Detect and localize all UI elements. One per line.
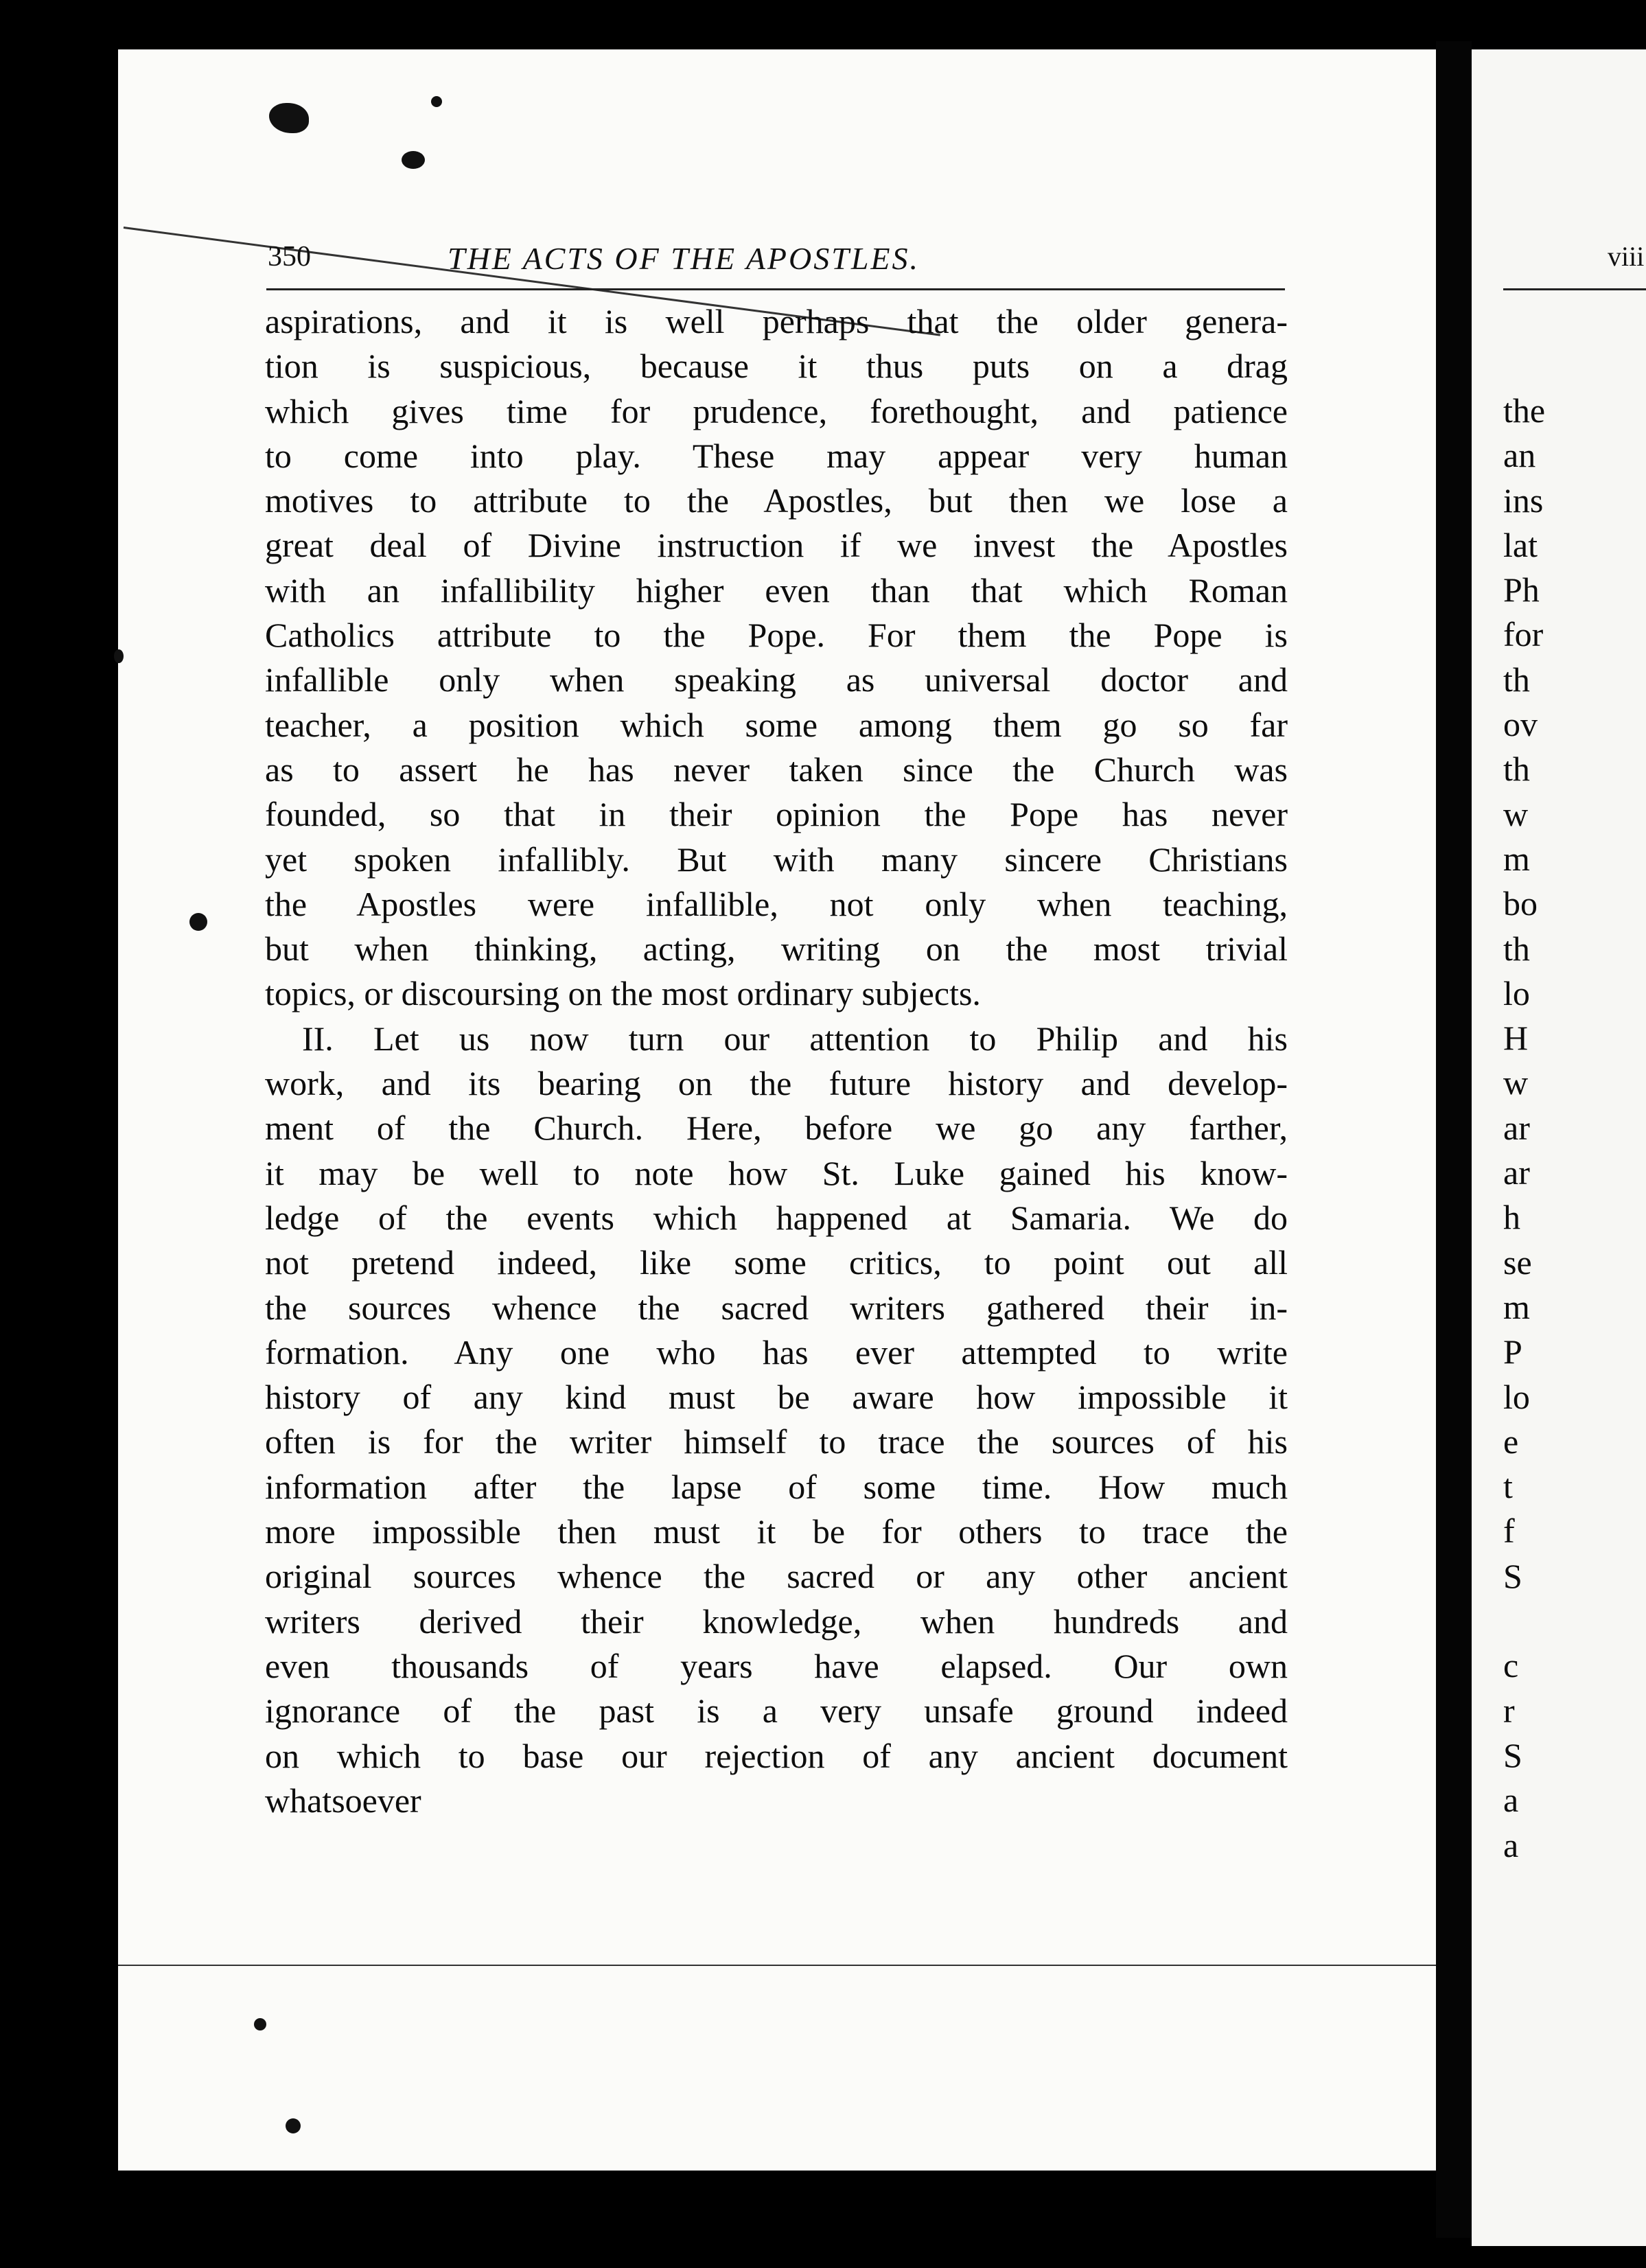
- page-number: 350: [268, 241, 311, 273]
- facing-text-fragment: w: [1503, 794, 1529, 833]
- facing-page-text-fragments: [1503, 299, 1646, 1868]
- page-footer-area: [118, 49, 1436, 2171]
- text-line: founded, so that in their opinion the Pope has never: [265, 795, 1288, 834]
- facing-text-fragment: ar: [1503, 1108, 1530, 1147]
- text-line: writers derived their knowledge, when hundreds and: [265, 1601, 1288, 1641]
- facing-text-fragment: lo: [1503, 1377, 1530, 1416]
- facing-text-fragment: m: [1503, 839, 1530, 878]
- facing-text-fragment: c: [1503, 1646, 1519, 1685]
- facing-text-fragment: Ph: [1503, 570, 1540, 610]
- facing-text-fragment: ar: [1503, 1153, 1530, 1192]
- facing-text-fragment: m: [1503, 1287, 1530, 1326]
- text-line: formation. Any one who has ever attempted to write: [265, 1332, 1288, 1372]
- facing-text-fragment: S: [1503, 1556, 1522, 1595]
- text-line: with an infallibility higher even than that which Roman: [265, 570, 1288, 610]
- text-line: great deal of Divine instruction if we invest the Apostles: [265, 526, 1288, 565]
- text-line: topics, or discoursing on the most ordinary subjects.: [265, 974, 981, 1013]
- facing-text-fragment: f: [1503, 1512, 1515, 1551]
- text-line: the sources whence the sacred writers gathered their in-: [265, 1288, 1288, 1327]
- text-line: as to assert he has never taken since the Church was: [265, 750, 1288, 789]
- text-line: aspirations, and it is well perhaps that the older genera-: [265, 302, 1288, 340]
- text-line: information after the lapse of some time. How much: [265, 1467, 1288, 1506]
- text-line: ledge of the events which happened at Samaria. We do: [265, 1198, 1288, 1237]
- facing-text-fragment: an: [1503, 436, 1536, 475]
- facing-page-head-fragment: viii: [1608, 241, 1645, 272]
- facing-text-fragment: [1503, 1599, 1646, 1643]
- text-line: it may be well to note how St. Luke gained his know-: [265, 1153, 1288, 1192]
- running-title: THE ACTS OF THE APOSTLES.: [448, 241, 920, 276]
- facing-text-fragment: ov: [1503, 705, 1538, 744]
- facing-text-fragment: th: [1503, 750, 1530, 789]
- text-line: motives to attribute to the Apostles, but then we lose a: [265, 481, 1288, 520]
- text-line: yet spoken infallibly. But with many sincere Christians: [265, 840, 1288, 879]
- text-line: whatsoever: [265, 1781, 421, 1820]
- facing-text-fragment: for: [1503, 615, 1544, 654]
- text-line: II. Let us now turn our attention to Philip and his: [302, 1019, 1288, 1058]
- text-line: original sources whence the sacred or any other ancient: [265, 1557, 1288, 1596]
- facing-text-fragment: lo: [1503, 973, 1530, 1012]
- text-line: the Apostles were infallible, not only when teaching,: [265, 884, 1288, 923]
- text-line: Catholics attribute to the Pope. For them the Pope is: [265, 616, 1288, 655]
- facing-text-fragment: S: [1503, 1735, 1522, 1774]
- facing-text-fragment: th: [1503, 660, 1530, 699]
- text-line: to come into play. These may appear very human: [265, 436, 1288, 475]
- facing-text-fragment: bo: [1503, 884, 1538, 923]
- facing-text-fragment: lat: [1503, 525, 1538, 564]
- book-gutter: [1436, 41, 1472, 2238]
- text-line: tion is suspicious, because it thus puts on a drag: [265, 347, 1288, 386]
- facing-text-fragment: w: [1503, 1063, 1529, 1102]
- facing-page-header-rule: [1503, 288, 1646, 290]
- facing-text-fragment: P: [1503, 1332, 1522, 1372]
- text-line: ment of the Church. Here, before we go any farther,: [265, 1109, 1288, 1148]
- text-line: which gives time for prudence, forethought, and patience: [265, 391, 1288, 430]
- text-line: more impossible then must it be for others to trace the: [265, 1512, 1288, 1551]
- facing-text-fragment: e: [1503, 1422, 1519, 1461]
- facing-text-fragment: r: [1503, 1691, 1515, 1730]
- text-line: work, and its bearing on the future history and develop-: [265, 1064, 1288, 1103]
- facing-text-fragment: t: [1503, 1467, 1513, 1506]
- text-line: teacher, a position which some among them go so far: [265, 705, 1288, 744]
- text-line: infallible only when speaking as universal doctor and: [265, 660, 1288, 699]
- facing-text-fragment: the: [1503, 391, 1546, 430]
- facing-text-fragment: H: [1503, 1019, 1529, 1058]
- text-line: history of any kind must be aware how impossible it: [265, 1378, 1288, 1417]
- text-line: but when thinking, acting, writing on the most trivial: [265, 929, 1288, 969]
- page-bottom-rule: [118, 1965, 1436, 1966]
- facing-text-fragment: se: [1503, 1242, 1532, 1282]
- text-line: often is for the writer himself to trace the sources of his: [265, 1422, 1288, 1461]
- facing-text-fragment: a: [1503, 1781, 1519, 1820]
- text-line: ignorance of the past is a very unsafe ground indeed: [265, 1691, 1288, 1731]
- text-line: even thousands of years have elapsed. Our own: [265, 1646, 1288, 1685]
- text-line: not pretend indeed, like some critics, to point out all: [265, 1243, 1288, 1282]
- facing-text-fragment: th: [1503, 929, 1530, 968]
- text-line: on which to base our rejection of any ancient document: [265, 1736, 1288, 1775]
- facing-text-fragment: a: [1503, 1825, 1519, 1864]
- facing-text-fragment: h: [1503, 1198, 1520, 1237]
- facing-text-fragment: ins: [1503, 481, 1544, 520]
